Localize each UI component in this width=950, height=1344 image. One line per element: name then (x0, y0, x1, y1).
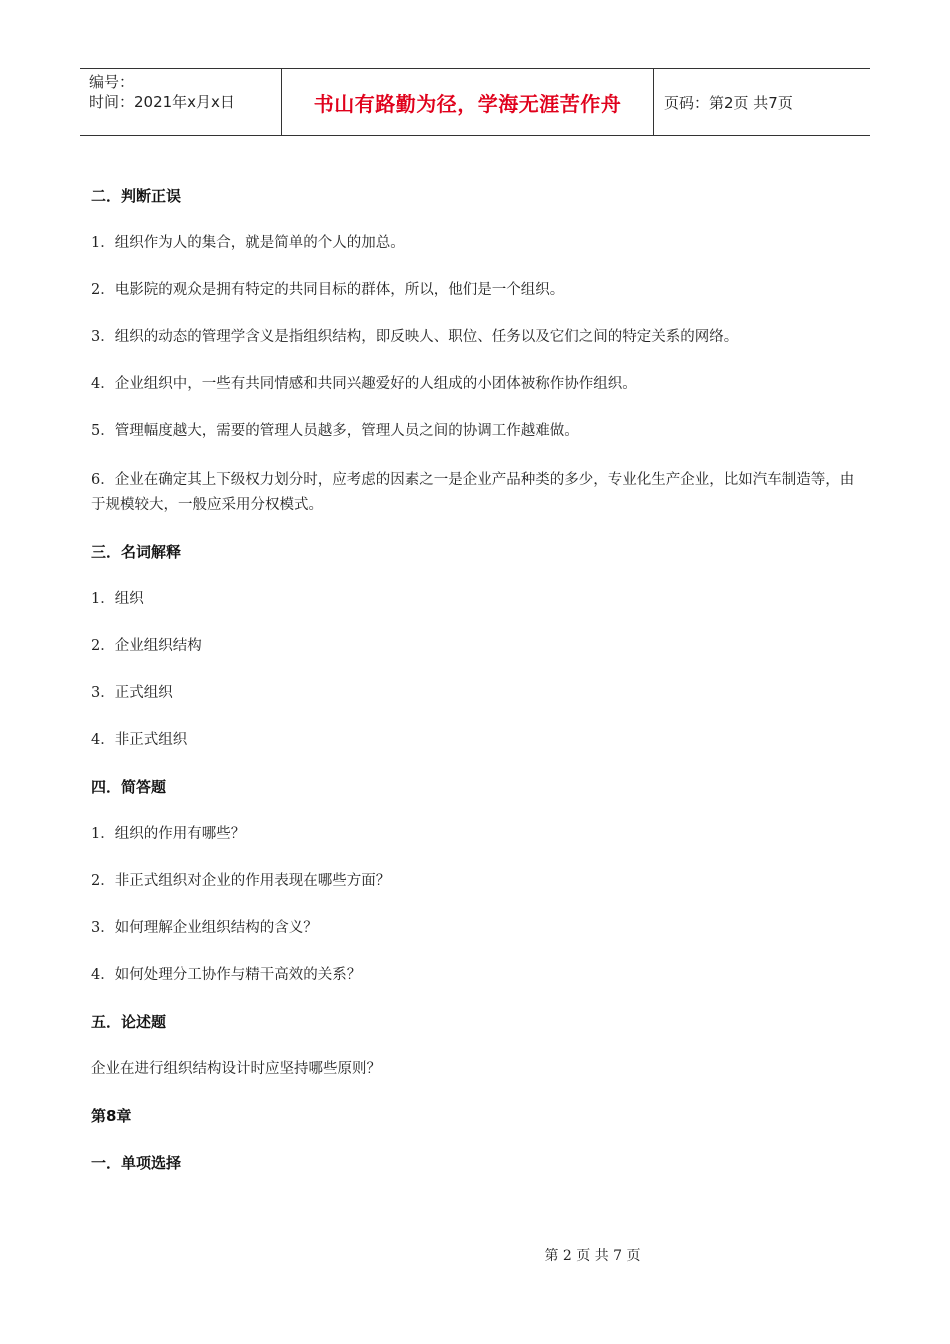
page-footer: 第 2 页 共 7 页 (544, 1248, 641, 1264)
short-answer-item: 3．如何理解企业组织结构的含义？ (91, 920, 318, 936)
chapter-title: 第8章 (91, 1107, 132, 1125)
short-answer-item: 4．如何处理分工协作与精干高效的关系？ (91, 967, 362, 983)
header-meta (80, 69, 282, 135)
time-label: 时间：2021年x月x日 (89, 93, 235, 111)
section-title-single-choice: 一．单项选择 (91, 1154, 182, 1172)
section-title-judge: 二．判断正误 (91, 187, 182, 205)
essay-item: 企业在进行组织结构设计时应坚持哪些原则？ (91, 1061, 381, 1077)
header-page-info: 页码：第2页 共7页 (664, 93, 793, 112)
judge-item: 1．组织作为人的集合，就是简单的个人的加总。 (91, 235, 405, 251)
judge-item: 5．管理幅度越大，需要的管理人员越多，管理人员之间的协调工作越难做。 (91, 423, 579, 439)
section-title-terms: 三．名词解释 (91, 543, 182, 561)
number-label: 编号： (89, 73, 135, 91)
term-item: 1．组织 (91, 591, 144, 607)
motto: 书山有路勤为径，学海无涯苦作舟 (282, 69, 654, 135)
judge-item: 4．企业组织中，一些有共同情感和共同兴趣爱好的人组成的小团体被称作协作组织。 (91, 376, 637, 392)
term-item: 4．非正式组织 (91, 732, 188, 748)
short-answer-item: 2．非正式组织对企业的作用表现在哪些方面？ (91, 873, 391, 889)
section-title-essay: 五．论述题 (91, 1013, 167, 1031)
term-item: 3．正式组织 (91, 685, 173, 701)
judge-item: 6．企业在确定其上下级权力划分时，应考虑的因素之一是企业产品种类的多少，专业化生产企业，比如汽车制造等，由于规模较大，一般应采用分权模式。 (91, 472, 855, 513)
document-body (91, 186, 861, 1200)
judge-item: 2．电影院的观众是拥有特定的共同目标的群体，所以，他们是一个组织。 (91, 282, 565, 298)
page-header (80, 68, 870, 136)
section-title-short: 四．简答题 (91, 778, 167, 796)
short-answer-item: 1．组织的作用有哪些？ (91, 826, 246, 842)
judge-item: 3．组织的动态的管理学含义是指组织结构，即反映人、职位、任务以及它们之间的特定关系的网络。 (91, 329, 739, 345)
term-item: 2．企业组织结构 (91, 638, 202, 654)
